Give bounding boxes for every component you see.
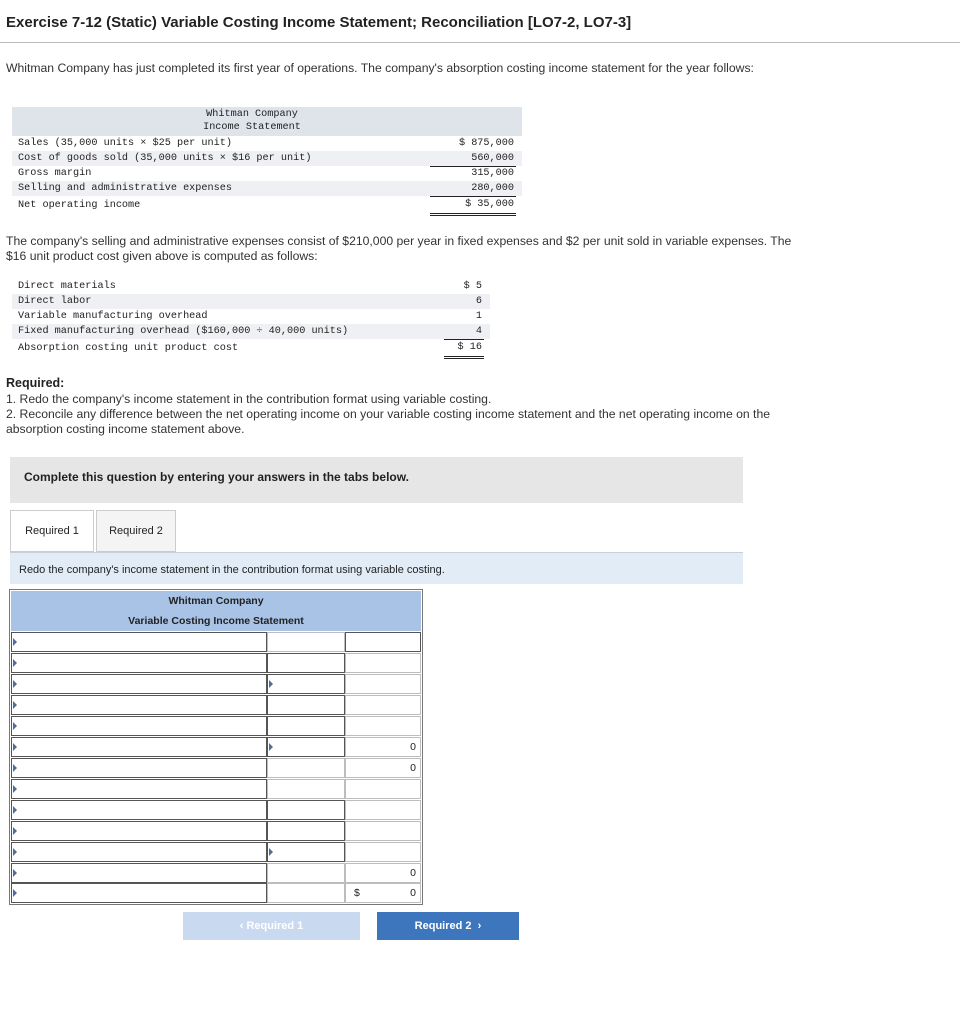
row-label: Variable manufacturing overhead — [18, 311, 208, 322]
row-value: 560,000 — [430, 151, 516, 167]
tab-description-text: Redo the company's income statement in the contribution format using variable costing. — [19, 564, 445, 576]
label-select[interactable] — [11, 883, 267, 903]
label-select[interactable] — [11, 779, 267, 799]
tab-bar — [10, 510, 743, 554]
net-income-value — [345, 883, 421, 903]
label-select[interactable] — [11, 863, 267, 883]
table-row — [10, 695, 422, 715]
row-value: 280,000 — [430, 181, 516, 197]
total-number: 0 — [410, 887, 416, 899]
table-row — [12, 196, 522, 216]
amount-input[interactable] — [267, 863, 345, 883]
next-button[interactable] — [377, 912, 519, 940]
answer-table — [9, 589, 423, 905]
table-row — [12, 324, 490, 339]
label-select[interactable] — [11, 674, 267, 694]
total-value — [345, 737, 421, 757]
row-label: Net operating income — [18, 200, 141, 211]
label-select[interactable] — [11, 716, 267, 736]
total-number: 0 — [410, 867, 416, 879]
chevron-right-icon: › — [471, 920, 482, 932]
total-input[interactable] — [345, 821, 421, 841]
title-divider — [0, 42, 960, 43]
label-select[interactable] — [11, 758, 267, 778]
amount-input[interactable] — [267, 653, 345, 673]
amount-input[interactable] — [267, 632, 345, 652]
row-value: $ 35,000 — [430, 196, 516, 216]
absorption-income-statement — [12, 107, 522, 216]
row-value: $ 16 — [444, 339, 484, 359]
amount-input[interactable] — [267, 695, 345, 715]
amount-input[interactable] — [267, 800, 345, 820]
cost-description-text: The company's selling and administrative expenses consist of $210,000 per year in fixed expenses and $2 per unit sold in variable expenses. The $16 unit product cost given above is computed as follows: — [6, 234, 792, 263]
total-input[interactable] — [345, 842, 421, 862]
instructions-banner — [10, 457, 743, 503]
label-select[interactable] — [11, 842, 267, 862]
label-select[interactable] — [11, 737, 267, 757]
table-row — [12, 279, 490, 294]
row-value: $ 875,000 — [458, 138, 514, 149]
table-row — [12, 151, 522, 166]
required-2-text: 2. Reconcile any difference between the net operating income on your variable costing income statement and the net operating income on the absorption costing income statement above. — [6, 407, 771, 436]
row-label: Sales (35,000 units × $25 per unit) — [18, 138, 232, 149]
row-label: Gross margin — [18, 168, 92, 179]
table-row — [10, 779, 422, 799]
dropdown-marker-icon — [269, 848, 273, 856]
table-row — [12, 166, 522, 181]
table-row — [10, 883, 422, 903]
tab-required-1[interactable]: Required 1 — [10, 510, 94, 552]
table-row — [10, 674, 422, 694]
label-select[interactable] — [11, 632, 267, 652]
table-row — [10, 716, 422, 736]
row-label: Direct labor — [18, 296, 92, 307]
total-value — [345, 863, 421, 883]
total-number: 0 — [410, 762, 416, 774]
row-value: 6 — [475, 296, 482, 307]
amount-input[interactable] — [267, 821, 345, 841]
next-button-label: Required 2 — [414, 920, 472, 932]
table-row — [10, 737, 422, 757]
table-row — [12, 339, 490, 359]
instructions-text: Complete this question by entering your answers in the tabs below. — [24, 470, 409, 484]
prev-button[interactable] — [183, 912, 360, 940]
total-input[interactable] — [345, 716, 421, 736]
answer-table-company: Whitman Company — [168, 595, 264, 607]
dropdown-marker-icon — [13, 659, 17, 667]
table-row — [12, 294, 490, 309]
table-row — [10, 842, 422, 862]
row-value: 315,000 — [471, 168, 514, 179]
table-row — [10, 758, 422, 778]
dropdown-marker-icon — [13, 889, 17, 897]
row-label: Selling and administrative expenses — [18, 183, 232, 194]
amount-input[interactable] — [267, 779, 345, 799]
unit-cost-table — [12, 279, 490, 359]
table-row — [10, 653, 422, 673]
income-statement-heading: Income Statement — [203, 122, 301, 133]
required-heading: Required: — [6, 376, 65, 390]
label-select[interactable] — [11, 653, 267, 673]
dropdown-marker-icon — [13, 722, 17, 730]
total-input[interactable] — [345, 674, 421, 694]
table-row — [10, 800, 422, 820]
table-row — [12, 309, 490, 324]
total-input[interactable] — [345, 779, 421, 799]
intro-text: Whitman Company has just completed its first year of operations. The company's absorption costing income statement for the year follows: — [6, 61, 754, 75]
income-statement-header — [12, 107, 522, 136]
row-value: 4 — [444, 324, 484, 340]
dropdown-marker-icon — [13, 701, 17, 709]
total-value — [345, 758, 421, 778]
dropdown-marker-icon — [13, 680, 17, 688]
dropdown-marker-icon — [13, 827, 17, 835]
label-select[interactable] — [11, 800, 267, 820]
row-label: Cost of goods sold (35,000 units × $16 per unit) — [18, 153, 312, 164]
table-row — [12, 136, 522, 151]
table-row — [10, 632, 422, 652]
total-input[interactable] — [345, 632, 421, 652]
amount-input[interactable] — [267, 842, 345, 862]
tab-required-2[interactable]: Required 2 — [96, 510, 176, 552]
table-row — [10, 821, 422, 841]
page-title: Exercise 7-12 (Static) Variable Costing Income Statement; Reconciliation [LO7-2, LO7-3] — [6, 14, 632, 31]
amount-input[interactable] — [267, 883, 345, 903]
table-row — [10, 863, 422, 883]
amount-input[interactable] — [267, 758, 345, 778]
dropdown-marker-icon — [13, 764, 17, 772]
dropdown-marker-icon — [13, 638, 17, 646]
row-value: $ 5 — [463, 281, 482, 292]
label-select[interactable] — [11, 821, 267, 841]
row-label: Absorption costing unit product cost — [18, 343, 239, 354]
dropdown-marker-icon — [13, 848, 17, 856]
amount-input[interactable] — [267, 674, 345, 694]
table-row — [12, 181, 522, 196]
required-1-text: 1. Redo the company's income statement in the contribution format using variable costing. — [6, 392, 492, 406]
tab-description — [10, 553, 743, 584]
dollar-sign: $ — [354, 887, 360, 899]
total-number: 0 — [410, 741, 416, 753]
answer-table-header — [11, 591, 421, 631]
amount-input[interactable] — [267, 737, 345, 757]
answer-table-title: Variable Costing Income Statement — [128, 615, 304, 627]
total-input[interactable] — [345, 653, 421, 673]
amount-input[interactable] — [267, 716, 345, 736]
dropdown-marker-icon — [13, 743, 17, 751]
row-value: 1 — [475, 311, 482, 322]
total-input[interactable] — [345, 800, 421, 820]
dropdown-marker-icon — [269, 743, 273, 751]
dropdown-marker-icon — [269, 680, 273, 688]
income-statement-company: Whitman Company — [206, 109, 298, 120]
row-label: Fixed manufacturing overhead ($160,000 ÷ 40,000 units) — [18, 326, 349, 337]
dropdown-marker-icon — [13, 806, 17, 814]
dropdown-marker-icon — [13, 869, 17, 877]
total-input[interactable] — [345, 695, 421, 715]
chevron-left-icon: ‹ — [239, 920, 247, 932]
row-label: Direct materials — [18, 281, 116, 292]
dropdown-marker-icon — [13, 785, 17, 793]
label-select[interactable] — [11, 695, 267, 715]
prev-button-label: Required 1 — [246, 920, 304, 932]
